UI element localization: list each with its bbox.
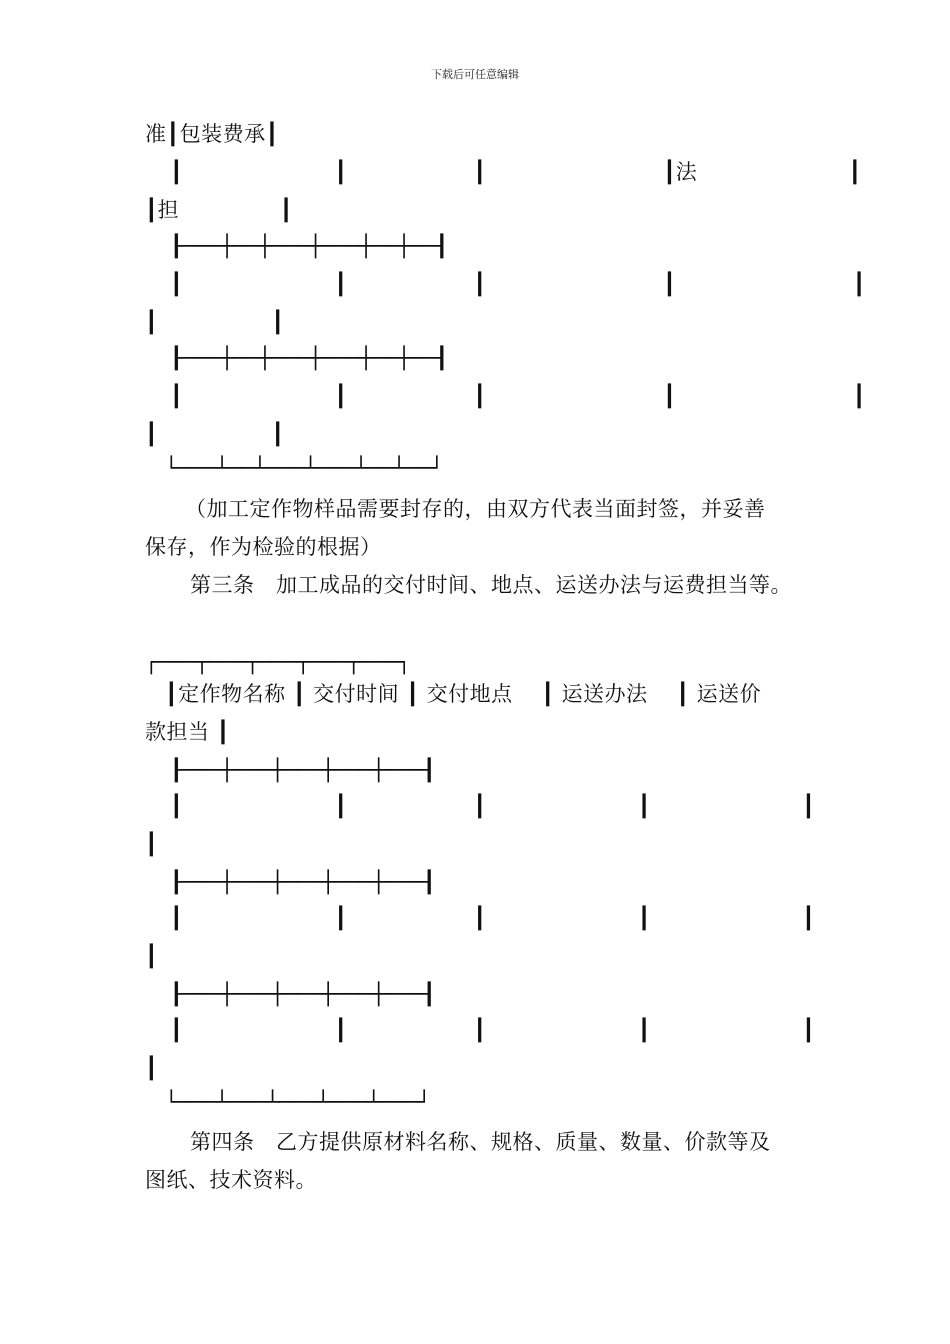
table1-row2-cells: ┃ ┃ ┃ ┃ ┃ [170, 272, 866, 296]
page-header: 下载后可任意编辑 [431, 68, 519, 81]
table2-top-border: ┌───┬───┬───┬───┬───┐ [145, 650, 411, 674]
table2-separator-2: ┠───┼───┼───┼───┼───┨ [170, 870, 436, 894]
table2-row3-cells: ┃ ┃ ┃ ┃ ┃ [170, 1018, 815, 1042]
table2-separator-1: ┠───┼───┼───┼───┼───┨ [170, 758, 436, 782]
table1-row3-cells: ┃ ┃ ┃ ┃ ┃ [170, 384, 866, 408]
table2-row1-wrap: ┃ [145, 832, 158, 856]
table2-row2-wrap: ┃ [145, 944, 158, 968]
table1-row3-wrap: ┃ ┃ [145, 422, 285, 446]
table1-separator-2: ┠───┼──┼───┼───┼──┼──┨ [170, 346, 449, 370]
table1-bottom-border: └───┴──┴───┴───┴──┴──┘ [165, 456, 444, 480]
table1-row2-wrap: ┃ ┃ [145, 310, 285, 334]
table2-header-wrap: 款担当 ┃ [145, 720, 230, 744]
table2-row3-wrap: ┃ [145, 1056, 158, 1080]
note-line-1: （加工定作物样品需要封存的，由双方代表当面封签，并妥善 [185, 497, 766, 521]
note-line-2: 保存，作为检验的根据） [145, 535, 382, 559]
table1-separator-1: ┠───┼──┼───┼───┼──┼──┨ [170, 234, 449, 258]
table2-header-row: ┃定作物名称 ┃ 交付时间 ┃ 交付地点 ┃ 运送办法 ┃ 运送价 [165, 682, 762, 706]
table2-row1-cells: ┃ ┃ ┃ ┃ ┃ [170, 794, 815, 818]
table1-row1-wrap: ┃担 ┃ [145, 198, 293, 222]
table2-separator-3: ┠───┼───┼───┼───┼───┨ [170, 982, 436, 1006]
table2-row2-cells: ┃ ┃ ┃ ┃ ┃ [170, 906, 815, 930]
table1-row1-cells: ┃ ┃ ┃ ┃法 ┃ [170, 160, 862, 184]
article-4-line-2: 图纸、技术资料。 [145, 1168, 317, 1192]
table1-row0: 准┃包装费承┃ [145, 122, 279, 146]
table2-bottom-border: └───┴───┴───┴───┴───┘ [165, 1090, 431, 1114]
article-4-line-1: 第四条 乙方提供原材料名称、规格、质量、数量、价款等及 [190, 1130, 771, 1154]
article-3-heading: 第三条 加工成品的交付时间、地点、运送办法与运费担当等。 [190, 573, 793, 597]
